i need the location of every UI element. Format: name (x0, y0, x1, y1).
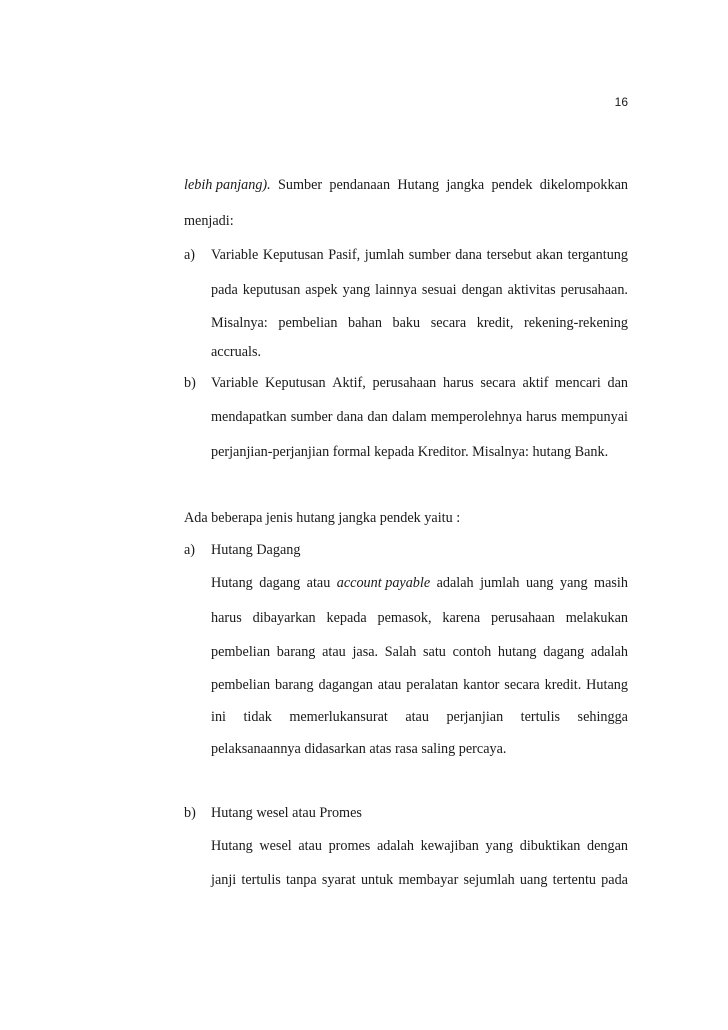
word: peralatan (406, 677, 459, 693)
word: janji (211, 872, 237, 888)
word: yang (485, 838, 514, 854)
list-item-line (211, 314, 628, 332)
word: Hutang (211, 838, 253, 854)
word: kredit, (476, 315, 514, 331)
word: harus (526, 409, 557, 425)
word: Variable (211, 375, 259, 391)
item-line (211, 871, 628, 889)
italic-text: lebih panjang). (184, 177, 271, 193)
word: aktif (522, 375, 549, 391)
word: dikelompokkan (539, 177, 628, 193)
list-marker: b) (184, 805, 196, 821)
word: perusahaan. (560, 282, 628, 298)
word: satu (423, 644, 446, 660)
word: harus (442, 375, 474, 391)
word: kantor (463, 677, 500, 693)
word: pembelian (211, 644, 271, 660)
word: Hutang (211, 575, 253, 591)
word: Salah (384, 644, 417, 660)
word: pemasok, (377, 610, 432, 626)
word: harus (211, 610, 242, 626)
list-item-line: perjanjian-perjanjian formal kepada Kreditor. Misalnya: hutang Bank. (211, 444, 609, 460)
word: dengan (461, 282, 503, 298)
word: jasa. (352, 644, 379, 660)
word: akan (536, 247, 563, 263)
item-line (211, 676, 628, 694)
word: pendanaan (329, 177, 391, 193)
word: tergantung (567, 247, 628, 263)
item-title: Hutang wesel atau Promes (211, 805, 362, 821)
word: pendek (491, 177, 533, 193)
word: dan (367, 409, 388, 425)
word: adalah (436, 575, 474, 591)
list-item-line (211, 281, 628, 299)
word: pada (211, 282, 238, 298)
word: secara (480, 375, 516, 391)
word: atau (298, 838, 322, 854)
word: bahan (348, 315, 382, 331)
word: jumlah (480, 575, 520, 591)
word: dagang (543, 644, 585, 660)
word: dalam (391, 409, 427, 425)
word: pada (601, 872, 628, 888)
word: mendapatkan (211, 409, 287, 425)
word: promes (328, 838, 371, 854)
word: sejumlah (463, 872, 515, 888)
word: adalah (590, 644, 628, 660)
word: dagang (259, 575, 301, 591)
word: uang (525, 575, 554, 591)
word: Keputusan (262, 247, 324, 263)
word: kewajiban (420, 838, 479, 854)
word: dana (336, 409, 364, 425)
word: Variable (211, 247, 259, 263)
word: pembelian (278, 315, 338, 331)
list-marker: a) (184, 542, 196, 558)
word: melakukan (565, 610, 628, 626)
word: Misalnya: (211, 315, 268, 331)
word: ini (211, 709, 226, 725)
item-line (211, 708, 628, 726)
list-item-line (211, 246, 628, 264)
word: sumber (408, 247, 451, 263)
word: jumlah (364, 247, 405, 263)
word: atau (405, 709, 429, 725)
word: dana (455, 247, 482, 263)
paragraph-line: Ada beberapa jenis hutang jangka pendek yaitu : (184, 510, 461, 526)
word: yang (559, 575, 588, 591)
word: tidak (243, 709, 272, 725)
word: tertulis (241, 872, 281, 888)
word: tertulis (520, 709, 561, 725)
word: sehingga (577, 709, 628, 725)
paragraph-line (184, 176, 628, 194)
word: tanpa (285, 872, 317, 888)
list-item-line (211, 408, 628, 426)
item-line (211, 643, 628, 661)
word: memperolehnya (430, 409, 523, 425)
word: Hutang (586, 677, 628, 693)
italic-text: account payable (336, 575, 431, 591)
item-title: Hutang Dagang (211, 542, 301, 558)
word: membayar (398, 872, 459, 888)
word: secara (504, 677, 540, 693)
word: secara (430, 315, 467, 331)
word: pembelian (211, 677, 271, 693)
word: dengan (587, 838, 628, 854)
word: tersebut (486, 247, 532, 263)
word: atau (306, 575, 331, 591)
word: mencari (555, 375, 601, 391)
word: perusahaan (491, 610, 555, 626)
item-line: pelaksanaannya didasarkan atas rasa saling percaya. (211, 741, 507, 757)
word: barang (274, 677, 314, 693)
word: Sumber (277, 177, 323, 193)
word: sumber (290, 409, 333, 425)
word: adalah (376, 838, 414, 854)
word: wesel (259, 838, 292, 854)
page-number: 16 (614, 95, 628, 109)
list-marker: a) (184, 247, 196, 263)
word: contoh (452, 644, 492, 660)
word: Pasif, (328, 247, 361, 263)
word: kepada (326, 610, 367, 626)
word: syarat (321, 872, 356, 888)
word: rekening-rekening (523, 315, 628, 331)
word: uang (519, 872, 548, 888)
word: aspek (305, 282, 338, 298)
word: baku (392, 315, 421, 331)
word: atau (377, 677, 402, 693)
word: hutang (497, 644, 537, 660)
word: mempunyai (560, 409, 628, 425)
list-marker: b) (184, 375, 196, 391)
word: dan (607, 375, 628, 391)
word: karena (442, 610, 481, 626)
list-item-line: accruals. (211, 344, 262, 360)
word: perjanjian (446, 709, 504, 725)
word: aktivitas (507, 282, 556, 298)
word: dagangan (318, 677, 373, 693)
word: dibuktikan (519, 838, 581, 854)
word: dibayarkan (252, 610, 316, 626)
word: keputusan (242, 282, 301, 298)
word: perusahaan (372, 375, 437, 391)
word: Hutang (397, 177, 440, 193)
word: atau (322, 644, 346, 660)
word: jangka (446, 177, 485, 193)
word: kredit. (544, 677, 582, 693)
list-item-line (211, 374, 628, 392)
item-line (211, 837, 628, 855)
word: masih (594, 575, 628, 591)
word: Aktif, (332, 375, 366, 391)
word: barang (276, 644, 316, 660)
word: yang (342, 282, 371, 298)
word: untuk (360, 872, 394, 888)
item-line (211, 609, 628, 627)
word: memerlukansurat (289, 709, 388, 725)
item-line (211, 574, 628, 592)
word: tertentu (552, 872, 596, 888)
word: sesuai (421, 282, 457, 298)
word: lainnya (375, 282, 417, 298)
word: Keputusan (264, 375, 326, 391)
paragraph-line: menjadi: (184, 213, 234, 229)
